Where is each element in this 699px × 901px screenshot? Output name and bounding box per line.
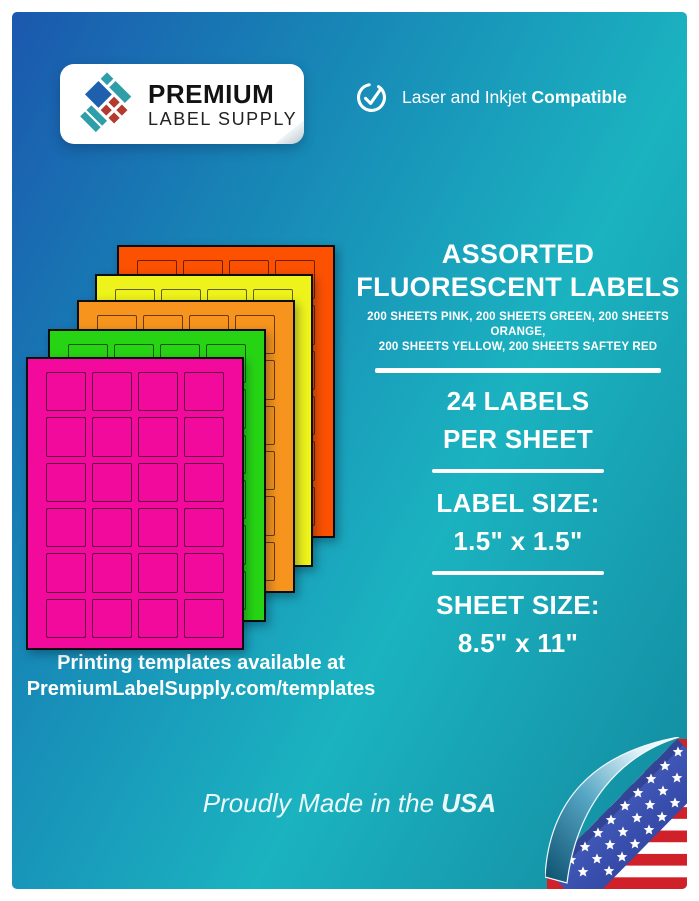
label-cell xyxy=(46,417,86,456)
label-cell xyxy=(46,372,86,411)
made-in-usa-bold: USA xyxy=(441,788,497,818)
label-cell xyxy=(92,599,132,638)
made-in-usa-regular: Proudly Made in the xyxy=(202,788,435,818)
templates-note-line2: PremiumLabelSupply.com/templates xyxy=(26,678,376,700)
label-cell xyxy=(138,372,178,411)
label-cell xyxy=(92,463,132,502)
label-cell xyxy=(92,553,132,592)
label-cell xyxy=(184,463,224,502)
label-cell xyxy=(184,417,224,456)
compatibility-text-bold: Compatible xyxy=(531,87,627,107)
divider xyxy=(375,368,661,373)
product-title-line1: ASSORTED xyxy=(441,239,595,269)
label-cell xyxy=(92,417,132,456)
label-cell xyxy=(184,599,224,638)
label-cell xyxy=(46,553,86,592)
label-cell xyxy=(46,599,86,638)
label-cell xyxy=(184,553,224,592)
label-cell xyxy=(46,508,86,547)
spec-sheet-size-line2: 8.5" x 11" xyxy=(457,628,579,658)
compatibility-text-regular: Laser and Inkjet xyxy=(402,87,527,107)
spec-sheet-size-line1: SHEET SIZE: xyxy=(436,590,600,620)
label-cell xyxy=(138,463,178,502)
divider xyxy=(432,571,604,575)
label-cell xyxy=(138,553,178,592)
divider xyxy=(432,469,604,473)
product-image-canvas xyxy=(12,12,687,889)
brand-name-bottom: LABEL SUPPLY xyxy=(148,108,298,129)
product-contents-line1: 200 SHEETS PINK, 200 SHEETS GREEN, 200 SHEETS ORANGE, xyxy=(367,311,669,338)
label-cell xyxy=(92,372,132,411)
product-title-line2: FLUORESCENT LABELS xyxy=(356,272,680,302)
product-contents-line2: 200 SHEETS YELLOW, 200 SHEETS SAFTEY RED xyxy=(378,341,658,353)
templates-note xyxy=(12,650,390,702)
label-cell xyxy=(92,508,132,547)
templates-note-line1: Printing templates available at xyxy=(57,652,345,674)
brand-name-top: PREMIUM xyxy=(148,78,275,109)
spec-label-size-line1: LABEL SIZE: xyxy=(436,488,600,518)
label-cell xyxy=(138,508,178,547)
product-info-column xyxy=(353,238,683,662)
label-cell xyxy=(138,417,178,456)
label-cell xyxy=(184,372,224,411)
spec-labels-per-sheet-line2: PER SHEET xyxy=(442,424,594,454)
label-sheet-pink xyxy=(26,357,244,650)
label-cell xyxy=(46,463,86,502)
usa-flag xyxy=(545,737,687,889)
label-cell xyxy=(184,508,224,547)
spec-label-size-line2: 1.5" x 1.5" xyxy=(453,526,583,556)
spec-labels-per-sheet-line1: 24 LABELS xyxy=(446,386,590,416)
label-cell xyxy=(138,599,178,638)
